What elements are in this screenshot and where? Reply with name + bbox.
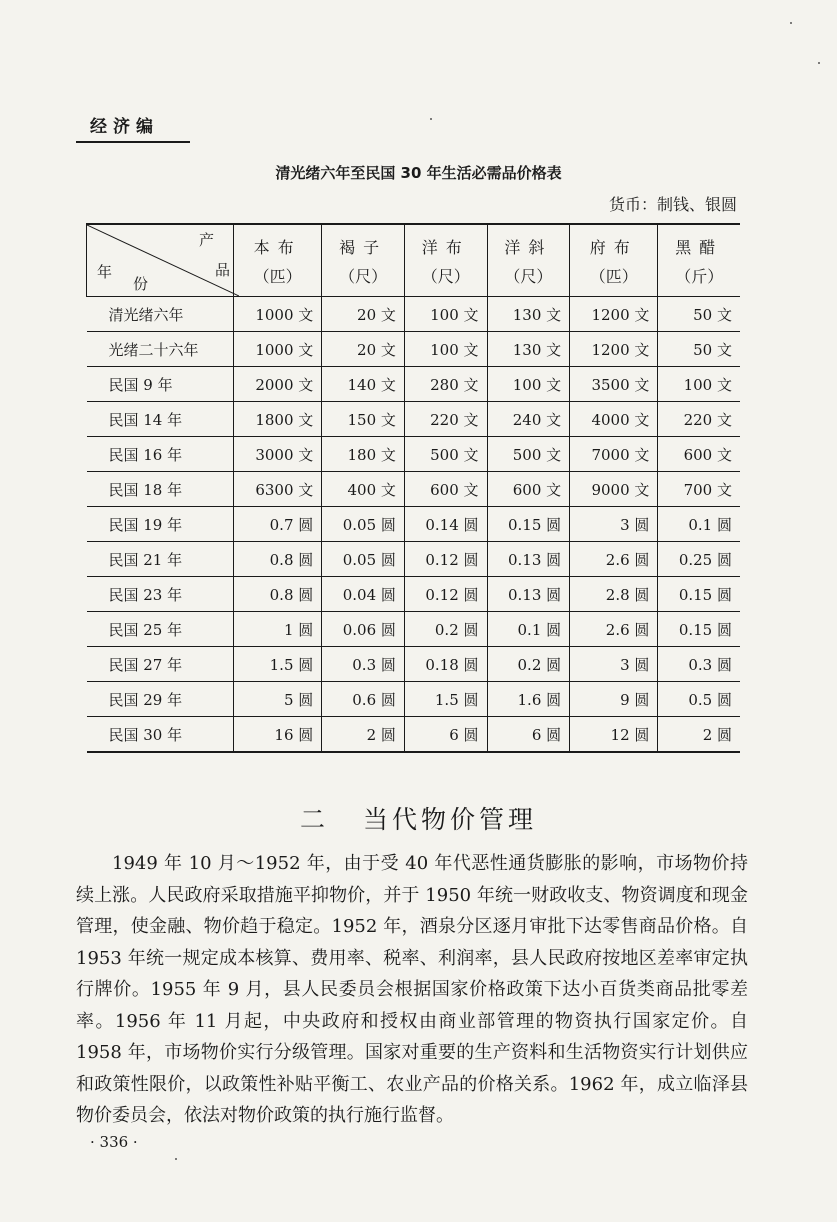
price-cell: 0.06 圆 <box>322 612 405 647</box>
price-cell: 500 文 <box>404 437 487 472</box>
row-year-cell: 清光绪六年 <box>87 297 234 332</box>
price-cell: 600 文 <box>658 437 740 472</box>
price-cell: 1.5 圆 <box>404 682 487 717</box>
price-cell: 3000 文 <box>234 437 322 472</box>
table-row <box>87 577 741 612</box>
corner-header-cell <box>87 224 234 297</box>
table-body <box>87 297 741 753</box>
price-cell: 1200 文 <box>570 332 658 367</box>
price-cell: 0.5 圆 <box>658 682 740 717</box>
price-cell: 140 文 <box>322 367 405 402</box>
price-cell: 100 文 <box>658 367 740 402</box>
price-cell: 20 文 <box>322 332 405 367</box>
column-unit: （尺） <box>421 266 470 286</box>
price-cell: 130 文 <box>487 332 570 367</box>
corner-label-right: 品 <box>215 261 231 279</box>
price-cell: 3 圆 <box>570 647 658 682</box>
price-cell: 0.12 圆 <box>404 542 487 577</box>
price-cell: 220 文 <box>658 402 740 437</box>
price-cell: 0.6 圆 <box>322 682 405 717</box>
price-cell: 0.8 圆 <box>234 577 322 612</box>
column-header <box>487 224 570 297</box>
column-header <box>658 224 740 297</box>
price-cell: 0.15 圆 <box>487 507 570 542</box>
price-cell: 50 文 <box>658 332 740 367</box>
price-cell: 3500 文 <box>570 367 658 402</box>
column-name: 黑醋 <box>675 237 724 257</box>
corner-label-bottom: 份 <box>133 275 149 293</box>
price-cell: 600 文 <box>487 472 570 507</box>
table-row <box>87 717 741 753</box>
price-cell: 0.14 圆 <box>404 507 487 542</box>
section-number: 二 <box>299 805 329 834</box>
table-row <box>87 367 741 402</box>
column-header <box>404 224 487 297</box>
row-year-cell: 民国 21 年 <box>87 542 234 577</box>
currency-note: 货币：制钱、银圆 <box>608 195 737 214</box>
price-cell: 700 文 <box>658 472 740 507</box>
price-cell: 0.04 圆 <box>322 577 405 612</box>
price-cell: 100 文 <box>404 332 487 367</box>
table-row <box>87 402 741 437</box>
price-cell: 4000 文 <box>570 402 658 437</box>
price-cell: 6300 文 <box>234 472 322 507</box>
price-cell: 1.5 圆 <box>234 647 322 682</box>
price-cell: 0.13 圆 <box>487 542 570 577</box>
price-cell: 400 文 <box>322 472 405 507</box>
price-cell: 100 文 <box>404 297 487 332</box>
price-cell: 9 圆 <box>570 682 658 717</box>
price-cell: 1000 文 <box>234 332 322 367</box>
scan-speck <box>818 62 820 64</box>
price-cell: 2.6 圆 <box>570 612 658 647</box>
scan-speck <box>430 118 432 120</box>
price-cell: 0.05 圆 <box>322 507 405 542</box>
column-name: 褐子 <box>339 237 388 257</box>
column-unit: （尺） <box>504 266 553 286</box>
price-cell: 0.1 圆 <box>487 612 570 647</box>
row-year-cell: 民国 27 年 <box>87 647 234 682</box>
row-year-cell: 民国 30 年 <box>87 717 234 753</box>
row-year-cell: 民国 16 年 <box>87 437 234 472</box>
price-cell: 6 圆 <box>487 717 570 753</box>
price-cell: 2 圆 <box>322 717 405 753</box>
price-cell: 1800 文 <box>234 402 322 437</box>
price-cell: 7000 文 <box>570 437 658 472</box>
column-unit: （匹） <box>589 266 638 286</box>
price-cell: 50 文 <box>658 297 740 332</box>
price-cell: 0.2 圆 <box>404 612 487 647</box>
price-cell: 20 文 <box>322 297 405 332</box>
table-row <box>87 507 741 542</box>
price-cell: 0.7 圆 <box>234 507 322 542</box>
price-cell: 2.8 圆 <box>570 577 658 612</box>
column-header <box>234 224 322 297</box>
table-row <box>87 472 741 507</box>
price-cell: 0.3 圆 <box>658 647 740 682</box>
column-unit: （匹） <box>253 266 302 286</box>
column-name: 洋布 <box>421 237 470 257</box>
section-heading <box>0 800 837 836</box>
price-cell: 130 文 <box>487 297 570 332</box>
price-cell: 1200 文 <box>570 297 658 332</box>
price-cell: 0.8 圆 <box>234 542 322 577</box>
price-cell: 0.2 圆 <box>487 647 570 682</box>
price-cell: 0.3 圆 <box>322 647 405 682</box>
table-row <box>87 647 741 682</box>
row-year-cell: 民国 23 年 <box>87 577 234 612</box>
table-title <box>0 162 837 183</box>
price-cell: 600 文 <box>404 472 487 507</box>
price-cell: 3 圆 <box>570 507 658 542</box>
price-cell: 16 圆 <box>234 717 322 753</box>
price-cell: 5 圆 <box>234 682 322 717</box>
price-cell: 9000 文 <box>570 472 658 507</box>
price-cell: 180 文 <box>322 437 405 472</box>
price-cell: 2 圆 <box>658 717 740 753</box>
price-cell: 100 文 <box>487 367 570 402</box>
price-table <box>86 223 740 753</box>
price-cell: 0.13 圆 <box>487 577 570 612</box>
price-cell: 1 圆 <box>234 612 322 647</box>
price-cell: 1.6 圆 <box>487 682 570 717</box>
column-name: 本布 <box>253 237 302 257</box>
table-row <box>87 332 741 367</box>
price-cell: 0.25 圆 <box>658 542 740 577</box>
section-title: 当代物价管理 <box>363 805 538 834</box>
price-cell: 6 圆 <box>404 717 487 753</box>
price-cell: 220 文 <box>404 402 487 437</box>
page-number: · 336 · <box>90 1133 138 1151</box>
column-unit: （斤） <box>675 266 724 286</box>
scan-speck <box>175 1158 177 1160</box>
table-row <box>87 682 741 717</box>
price-cell: 12 圆 <box>570 717 658 753</box>
table-row <box>87 297 741 332</box>
column-header <box>322 224 405 297</box>
corner-label-left: 年 <box>97 263 113 281</box>
scan-speck <box>790 22 792 24</box>
row-year-cell: 光绪二十六年 <box>87 332 234 367</box>
price-cell: 150 文 <box>322 402 405 437</box>
column-name: 洋斜 <box>504 237 553 257</box>
table-row <box>87 612 741 647</box>
price-cell: 2.6 圆 <box>570 542 658 577</box>
price-cell: 0.1 圆 <box>658 507 740 542</box>
row-year-cell: 民国 14 年 <box>87 402 234 437</box>
table-row <box>87 542 741 577</box>
table-title-text: 清光绪六年至民国 30 年生活必需品价格表 <box>275 164 562 182</box>
column-header <box>570 224 658 297</box>
table-header-row <box>87 224 741 297</box>
corner-label-top: 产 <box>199 231 215 249</box>
row-year-cell: 民国 19 年 <box>87 507 234 542</box>
price-cell: 2000 文 <box>234 367 322 402</box>
price-cell: 0.18 圆 <box>404 647 487 682</box>
price-cell: 0.15 圆 <box>658 612 740 647</box>
price-cell: 280 文 <box>404 367 487 402</box>
table-row <box>87 437 741 472</box>
row-year-cell: 民国 9 年 <box>87 367 234 402</box>
body-paragraph: 1949 年 10 月～1952 年，由于受 40 年代恶性通货膨胀的影响，市场物价持续上涨。人民政府采取措施平抑物价，并于 1950 年统一财政收支、物资调度和现金管理，使金融、物价趋于稳定。1952 年，酒泉分区逐月审批下达零售商品价格。自 1953 年统一规定成本核算、费用率、税率、利润率，县人民政府按地区差率审定执行牌价。1955 年 9 月，县人民委员会根据国家价格政策下达小百货类商品批零差率。1956 年 11 月起，中央政府和授权由商业部管理的物资执行国家定价。自 1958 年，市场物价实行分级管理。国家对重要的生产资料和生活物资实行计划供应和政策性限价，以政策性补贴平衡工、农业产品的价格关系。1962 年，成立临泽县物价委员会，依法对物价政策的执行施行监督。 <box>76 853 748 1126</box>
price-cell: 240 文 <box>487 402 570 437</box>
column-name: 府布 <box>589 237 638 257</box>
row-year-cell: 民国 29 年 <box>87 682 234 717</box>
body-paragraph-block <box>76 848 748 1132</box>
price-cell: 500 文 <box>487 437 570 472</box>
price-cell: 0.15 圆 <box>658 577 740 612</box>
column-unit: （尺） <box>339 266 388 286</box>
row-year-cell: 民国 25 年 <box>87 612 234 647</box>
price-cell: 1000 文 <box>234 297 322 332</box>
price-cell: 0.05 圆 <box>322 542 405 577</box>
price-cell: 0.12 圆 <box>404 577 487 612</box>
row-year-cell: 民国 18 年 <box>87 472 234 507</box>
running-header: 经济编 <box>76 112 190 143</box>
